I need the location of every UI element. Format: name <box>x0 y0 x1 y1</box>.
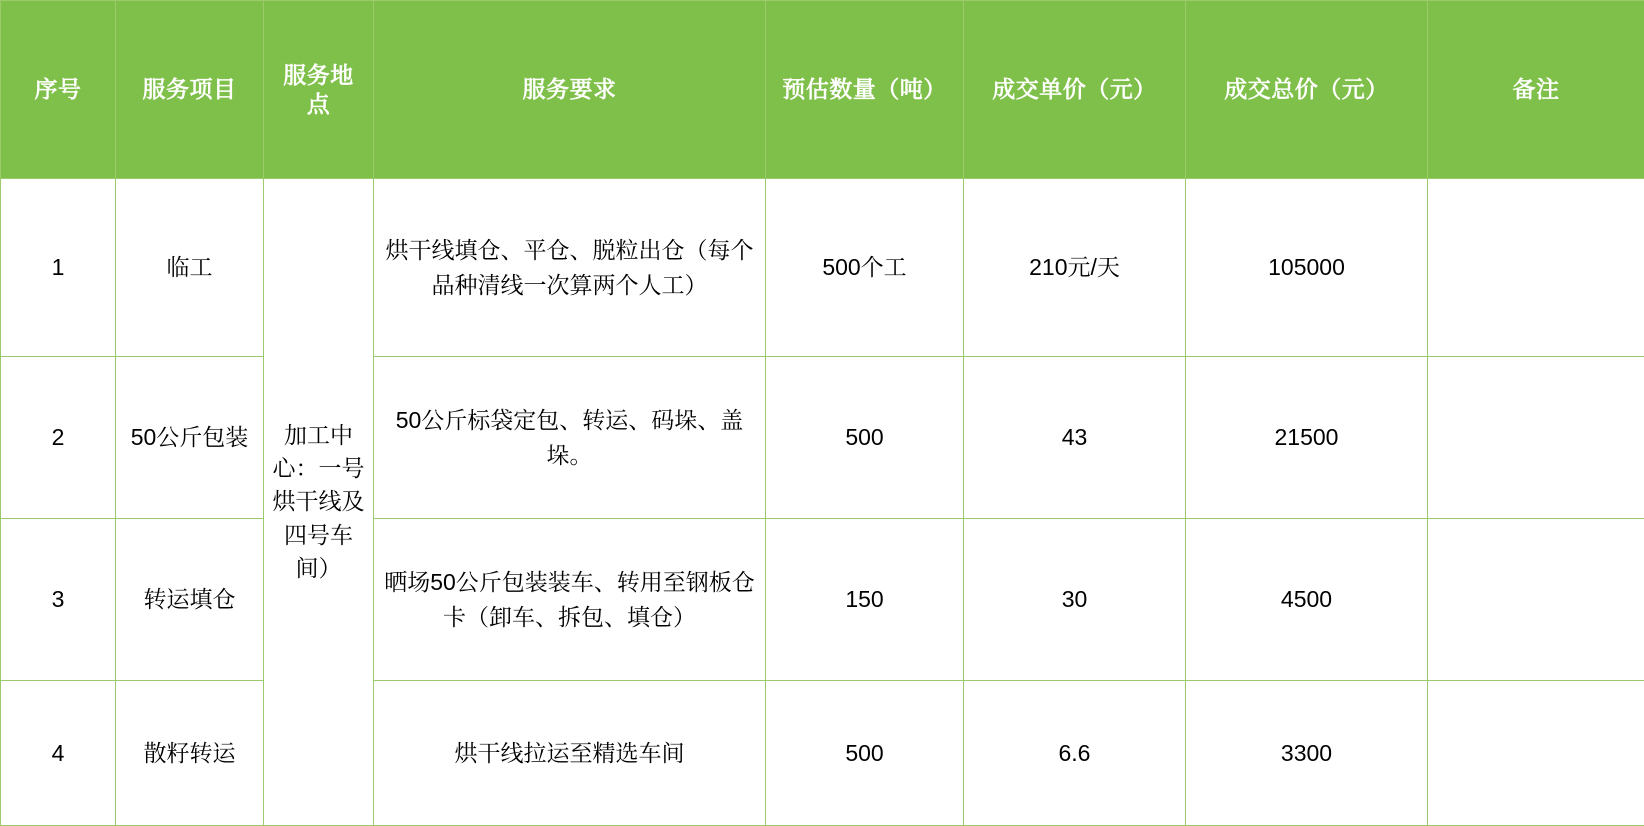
cell-remark <box>1428 681 1644 826</box>
table-header <box>1 1 1644 179</box>
column-header-service-requirement: 服务要求 <box>374 1 766 179</box>
cell-total-price: 21500 <box>1186 357 1428 519</box>
cell-remark <box>1428 519 1644 681</box>
cell-service-item: 50公斤包装 <box>116 357 264 519</box>
cell-total-price: 105000 <box>1186 179 1428 357</box>
column-header-estimated-quantity: 预估数量（吨） <box>766 1 964 179</box>
cell-remark <box>1428 357 1644 519</box>
table-row <box>1 519 1644 681</box>
cell-service-item: 临工 <box>116 179 264 357</box>
cell-unit-price: 43 <box>964 357 1186 519</box>
column-header-no: 序号 <box>1 1 116 179</box>
table-body <box>1 179 1644 826</box>
column-header-total-price: 成交总价（元） <box>1186 1 1428 179</box>
table-row <box>1 357 1644 519</box>
cell-total-price: 3300 <box>1186 681 1428 826</box>
cell-estimated-quantity: 500 <box>766 357 964 519</box>
column-header-service-place: 服务地点 <box>264 1 374 179</box>
cell-service-requirement: 晒场50公斤包装装车、转用至钢板仓卡（卸车、拆包、填仓） <box>374 519 766 681</box>
cell-no: 1 <box>1 179 116 357</box>
cell-no: 3 <box>1 519 116 681</box>
cell-unit-price: 30 <box>964 519 1186 681</box>
cell-service-place-merged: 加工中心：一号烘干线及四号车间） <box>264 179 374 826</box>
cell-unit-price: 6.6 <box>964 681 1186 826</box>
table-row <box>1 681 1644 826</box>
cell-estimated-quantity: 500个工 <box>766 179 964 357</box>
cell-service-requirement: 50公斤标袋定包、转运、码垛、盖垛。 <box>374 357 766 519</box>
cell-total-price: 4500 <box>1186 519 1428 681</box>
cell-estimated-quantity: 150 <box>766 519 964 681</box>
cell-estimated-quantity: 500 <box>766 681 964 826</box>
cell-no: 2 <box>1 357 116 519</box>
cell-service-item: 散籽转运 <box>116 681 264 826</box>
cell-unit-price: 210元/天 <box>964 179 1186 357</box>
column-header-remark: 备注 <box>1428 1 1644 179</box>
cell-service-item: 转运填仓 <box>116 519 264 681</box>
cell-remark <box>1428 179 1644 357</box>
column-header-unit-price: 成交单价（元） <box>964 1 1186 179</box>
table-header-row <box>1 1 1644 179</box>
table-row <box>1 179 1644 357</box>
cell-no: 4 <box>1 681 116 826</box>
cell-service-requirement: 烘干线填仓、平仓、脱粒出仓（每个品种清线一次算两个人工） <box>374 179 766 357</box>
column-header-service-item: 服务项目 <box>116 1 264 179</box>
cell-service-requirement: 烘干线拉运至精选车间 <box>374 681 766 826</box>
